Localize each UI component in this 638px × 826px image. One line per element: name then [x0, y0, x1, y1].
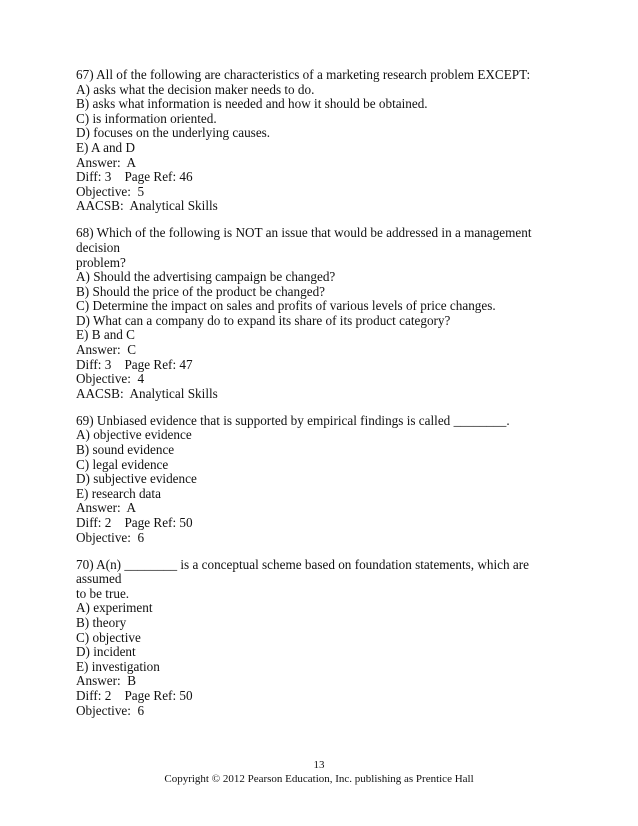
question-68-option-e: E) B and C	[76, 327, 135, 343]
question-70-option-c: C) objective	[76, 629, 141, 645]
question-69-option-e: E) research data	[76, 485, 161, 501]
question-70-stem: 70) A(n) ________ is a conceptual scheme based on foundation statements, which are assumed	[76, 556, 533, 587]
question-70-stem-continued: to be true.	[76, 585, 130, 601]
question-68-aacsb: AACSB: Analytical Skills	[76, 385, 218, 401]
document-body	[76, 68, 566, 731]
question-67-option-b: B) asks what information is needed and how it should be obtained.	[76, 96, 428, 112]
question-68	[76, 226, 566, 401]
question-68-option-c: C) Determine the impact on sales and profits of various levels of price changes.	[76, 298, 496, 314]
question-67-diff: Diff: 3 Page Ref: 46	[76, 169, 193, 185]
question-67	[76, 68, 566, 214]
question-69-answer: Answer: A	[76, 500, 137, 516]
question-68-option-a: A) Should the advertising campaign be changed?	[76, 269, 336, 285]
question-70-diff: Diff: 2 Page Ref: 50	[76, 687, 193, 703]
copyright-footer: Copyright © 2012 Pearson Education, Inc. publishing as Prentice Hall	[164, 773, 474, 785]
question-67-option-c: C) is information oriented.	[76, 110, 217, 126]
question-67-aacsb: AACSB: Analytical Skills	[76, 198, 218, 214]
question-70-option-a: A) experiment	[76, 600, 153, 616]
question-68-stem: 68) Which of the following is NOT an issue that would be addressed in a management decision	[76, 225, 535, 255]
question-68-option-b: B) Should the price of the product be changed?	[76, 283, 326, 299]
question-70-option-d: D) incident	[76, 644, 136, 660]
question-69-option-b: B) sound evidence	[76, 442, 175, 458]
question-67-stem: 67) All of the following are characteristics of a marketing research problem EXCEPT:	[76, 67, 531, 82]
question-67-option-a: A) asks what the decision maker needs to do.	[76, 81, 315, 97]
question-69-diff: Diff: 2 Page Ref: 50	[76, 515, 193, 530]
question-70-answer: Answer: B	[76, 673, 137, 689]
page-number: 13	[313, 759, 325, 771]
question-68-stem-continued: problem?	[76, 254, 126, 270]
question-69-objective: Objective: 6	[76, 529, 145, 545]
question-69-stem: 69) Unbiased evidence that is supported by empirical findings is called ________.	[76, 412, 510, 428]
question-68-objective: Objective: 4	[76, 371, 145, 387]
question-68-option-d: D) What can a company do to expand its share of its product category?	[76, 312, 451, 328]
question-70-option-e: E) investigation	[76, 658, 160, 674]
question-67-option-e: E) A and D	[76, 139, 135, 155]
question-67-option-d: D) focuses on the underlying causes.	[76, 125, 271, 141]
question-69-option-d: D) subjective evidence	[76, 471, 197, 487]
question-70	[76, 558, 566, 719]
question-70-objective: Objective: 6	[76, 702, 145, 718]
question-67-answer: Answer: A	[76, 154, 137, 170]
question-70-option-b: B) theory	[76, 614, 127, 630]
question-69-option-c: C) legal evidence	[76, 456, 169, 472]
question-68-diff: Diff: 3 Page Ref: 47	[76, 356, 193, 372]
question-68-answer: Answer: C	[76, 342, 137, 358]
question-67-objective: Objective: 5	[76, 183, 145, 199]
question-69	[76, 414, 566, 545]
question-69-option-a: A) objective evidence	[76, 427, 192, 443]
